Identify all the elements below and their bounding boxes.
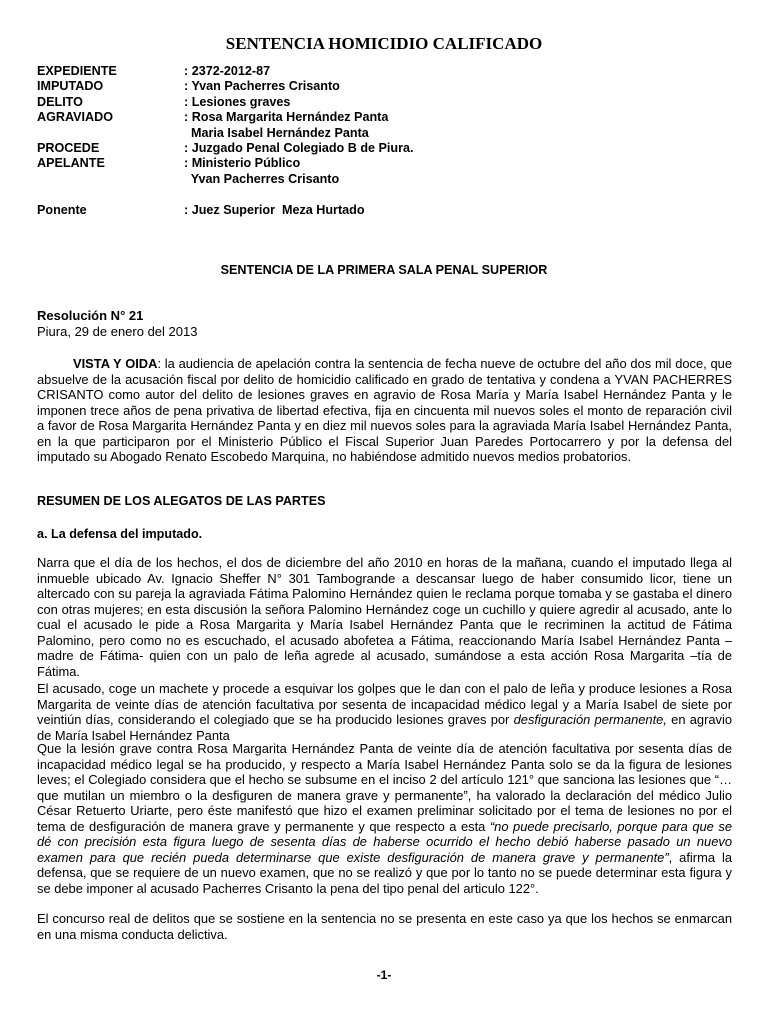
resolution-number: Resolución N° 21 (37, 308, 144, 323)
meta-value: Yvan Pacherres Crisanto (184, 171, 340, 186)
paragraph-text: El acusado, coge un machete y procede a esquivar los golpes que le dan con el palo de leña y produce lesiones a Rosa Margarita de veinte días de atención facultativa por sesenta de incapacidad médico legal y a María Isabel de siete por veintiún días, considerando el colegiado que se ha producido lesiones graves por (37, 681, 732, 727)
meta-row-apelante-2 (37, 172, 737, 187)
meta-label (37, 126, 184, 141)
vista-paragraph (37, 356, 732, 465)
meta-label: PROCEDE (37, 140, 100, 155)
paragraph-text: , afirma la defensa, que se requiere de un nuevo examen, que no se realizó y que por lo tanto no se puede determinar esta figura y se debe imponer al acusado Pacherres Crisanto la pena del tipo penal del articulo 122°. (37, 849, 732, 896)
page-number: -1- (376, 968, 392, 982)
meta-row-apelante (37, 156, 737, 171)
meta-value: : Lesiones graves (184, 94, 291, 109)
vista-text: : la audiencia de apelación contra la sentencia de fecha nueve de octubre del año dos mil doce, que absuelve de la acusación fiscal por delito de homicidio calificado en grado de tentativa y condena a YVAN PACHERRES CRISANTO como autor del delito de lesiones graves en agravio de Rosa María y María Isabel Hernández Panta y le imponen trece años de pena privativa de libertad efectiva, fija en cincuenta mil nuevos soles el monto de reparación civil a favor de Rosa Margarita Hernández Panta y en diez mil nuevos soles para la agraviada María Isabel Hernández Panta, en la que participaron por el Ministerio Público el Fiscal Superior Juan Paredes Portocarrero y por la defensa del imputado su Abogado Renato Escobedo Marquina, no habiéndose admitido nuevos medios probatorios. (37, 356, 733, 464)
meta-value: : Ministerio Público (184, 156, 301, 171)
meta-row-expediente (37, 64, 737, 79)
meta-value: : Juez Superior Meza Hurtado (184, 202, 365, 217)
paragraph-concurso: El concurso real de delitos que se sostiene en la sentencia no se presenta en este caso ya que los hechos se enmarcan en una misma conducta delictiva. (37, 911, 732, 942)
paragraph-acusado (37, 681, 732, 743)
sentence-subtitle: SENTENCIA DE LA PRIMERA SALA PENAL SUPERIOR (220, 263, 548, 277)
meta-row-procede (37, 141, 737, 156)
paragraph-text: en agravio de María Isabel Hernández Panta (37, 712, 733, 743)
meta-value: Maria Isabel Hernández Panta (184, 125, 369, 140)
meta-value: : Juzgado Penal Colegiado B de Piura. (184, 140, 414, 155)
meta-row-ponente (37, 203, 737, 218)
meta-label: IMPUTADO (37, 79, 104, 94)
meta-row-agraviado (37, 110, 737, 125)
meta-label: EXPEDIENTE (37, 64, 117, 78)
paragraph-italic: “no puede precisarlo, porque para que se dé con precisión esta figura luego de sesenta días de haberse ocurrido el hecho debió haberse pasado un nuevo examen para que recién pueda determinarse que existe desfiguración de manera grave y permanente” (37, 818, 732, 865)
meta-row-imputado (37, 79, 737, 94)
resolution-block (37, 308, 197, 340)
vista-lead: VISTA Y OIDA (73, 356, 158, 371)
meta-row-agraviado-2 (37, 126, 737, 141)
meta-value: : Yvan Pacherres Crisanto (184, 79, 340, 94)
section-heading: RESUMEN DE LOS ALEGATOS DE LAS PARTES (37, 494, 326, 508)
subsection-heading: a. La defensa del imputado. (37, 527, 203, 541)
meta-row-delito (37, 95, 737, 110)
resolution-date: Piura, 29 de enero del 2013 (37, 324, 198, 339)
meta-label: DELITO (37, 94, 83, 109)
meta-label (37, 172, 184, 187)
meta-value: : Rosa Margarita Hernández Panta (184, 110, 389, 125)
case-metadata (37, 64, 737, 218)
meta-value: : 2372-2012-87 (184, 64, 271, 78)
paragraph-text: Que la lesión grave contra Rosa Margarita Hernández Panta de veinte día de atención facultativa por sesenta días de incapacidad médico legal se ha producido, y respecto a María Isabel Hernández Panta solo se da la figura de lesiones leves; el Colegiado considera que el hecho se subsume en el inciso 2 del artículo 121° que sanciona las lesiones que “… que mutilan un miembro o la desfiguren de manera grave y permanente”, ha valorado la declaración del médico Julio César Retuerto Uriarte, pero éste manifestó que hizo el examen preliminar solicitado por el tema de lesiones no por el tema de desfiguración de manera grave y permanente y que respecto a esta (37, 741, 732, 834)
paragraph-narra: Narra que el día de los hechos, el dos de diciembre del año 2010 en horas de la mañana, cuando el imputado llega al inmueble ubicado Av. Ignacio Sheffer N° 301 Tambogrande a descansar luego de haber consumido licor, tiene un altercado con su pareja la agraviada Fátima Palomino Hernández quien le reclama porque tomaba y se gastaba el dinero con otras mujeres; en esta discusión la señora Palomino Hernández coge un cuchillo y quiere agredir al acusado, ante lo cual el acusado le pide a Rosa Margarita y María Isabel Hernández Panta que le recriminen la actitud de Fátima Palomino, pero como no es escuchado, el acusado abofetea a Fátima, reaccionando María Isabel Hernández Panta –madre de Fátima- quien con un palo de leña agrede al acusado, sumándose a esta acción Rosa Margarita –tía de Fátima. (37, 555, 732, 679)
paragraph-italic: desfiguración permanente, (513, 712, 667, 727)
meta-label: Ponente (37, 202, 87, 217)
meta-spacer (37, 187, 737, 202)
document-title: SENTENCIA HOMICIDIO CALIFICADO (225, 34, 543, 53)
paragraph-que (37, 741, 732, 896)
meta-label: APELANTE (37, 156, 105, 171)
meta-label: AGRAVIADO (37, 110, 114, 125)
